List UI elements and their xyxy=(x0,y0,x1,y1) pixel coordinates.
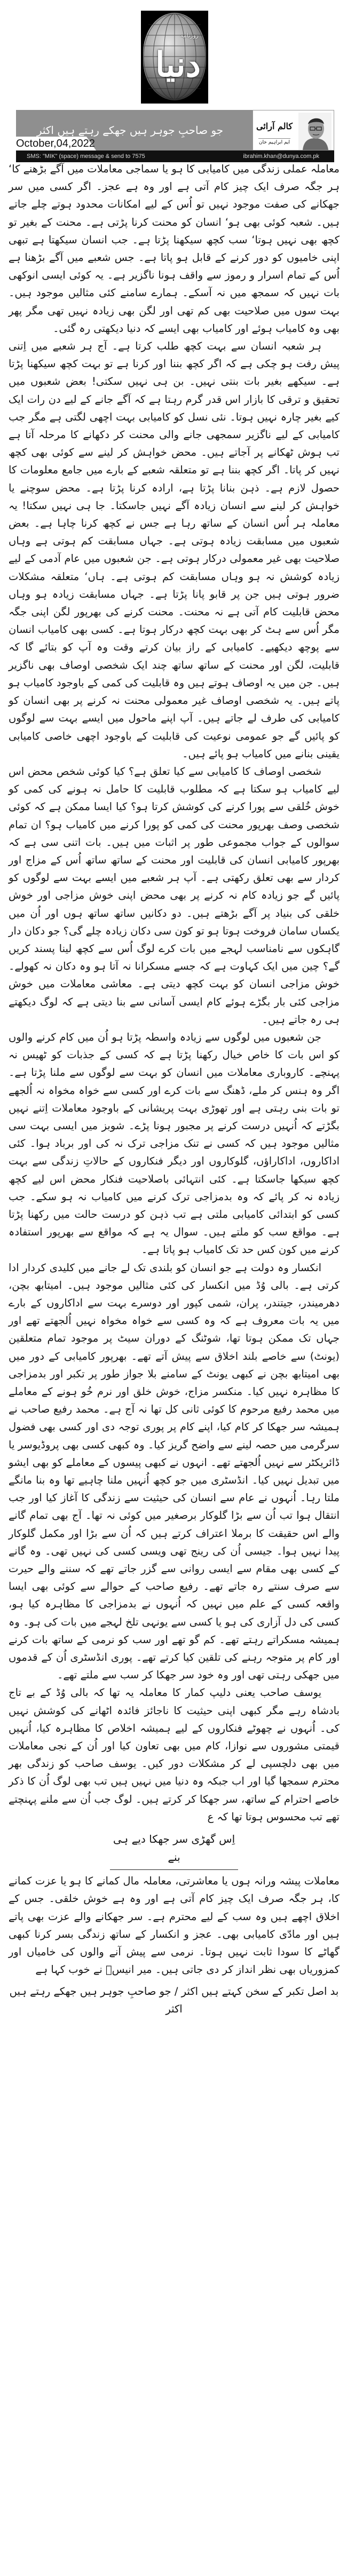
author-name: ایم ابراہیم خان xyxy=(258,138,290,145)
column-banner xyxy=(16,110,334,162)
paragraph-5: انکسار وہ دولت ہے جو انسان کو بلندی تک لے جانے میں کلیدی کردار ادا کرتی ہے۔ بالی وُڈ میں انکسار کی کئی مثالیں موجود ہیں۔ امیتابھ بچن، دھرمیندر، جیتندر، پران، شمی کپور اور دوسرے بہت سے اداکاروں کے بارے میں یہ بات معروف ہے کہ وہ کسی سے خواہ مخواہ نہیں اُلجھتے تھے اور جہاں تک ممکن ہوتا تھا، شوٹنگ کے دوران سیٹ پر موجود تمام متعلقین (یونٹ) سے خاصے بلند اخلاق سے پیش آتے تھے۔ بھرپور کامیابی کے دور میں بھی امیتابھ بچن نے کبھی یونٹ کے سامنے بلا جواز طور پر تکبر اور بدمزاجی کا مظاہرہ نہیں کیا۔ منکسر مزاج، خوش خلق اور نرم خُو ہونے کے معاملے میں محمد رفیع مرحوم کا کوئی ثانی کل تھا نہ آج ہے۔ محمد رفیع صاحب نے ہمیشہ سر جھکا کر کام کیا، اپنے کام پر پوری توجہ دی اور کسی بھی فضول سرگرمی میں حصہ لینے سے واضح گریز کیا۔ وہ کبھی کسی بھی پروڈیوسر یا ڈائریکٹر سے نہیں اُلجھتے تھے۔ انہوں نے کبھی پیسوں کے معاملے کو بھی ایشو میں تبدیل نہیں کیا۔ انڈسٹری میں جو کچھ اُنہیں ملنا چاہیے تھا وہ بنا مانگے ملتا رہا۔ اُنہوں نے عام سے انسان کی حیثیت سے زندگی کا آغاز کیا اور جب انتقال ہوا تب اُن سے بڑا گلوکار برصغیر میں کوئی نہ تھا۔ آج بھی تمام گانے والے اس حقیقت کا برملا اعتراف کرتے ہیں کہ اُن سے بڑا اور مکمل گلوکار پیدا نہیں ہوا۔ جیسی اُن کی رینج تھی ویسی کسی کی نہیں تھی۔ وہ گانے کے کسی بھی مقام سے ایسی روانی سے گزر جاتے تھے کہ سننے والے حیرت سے صرف سنتے رہ جاتے تھے۔ رفیع صاحب کے حوالے سے کوئی بھی ایسا واقعہ کسی کے علم میں نہیں کہ اُنہوں نے بدمزاجی کا مظاہرہ کیا ہو، کسی کی دل آزاری کی ہو یا کسی سے یونہی تلخ لہجے میں بات کی ہو۔ وہ ہمیشہ مسکراتے رہتے تھے۔ کم گو تھے اور سب کو نرمی کے ساتھ بات کرنے اور کام پر متوجہ رہنے کی تلقین کیا کرتے تھے۔ پوری انڈسٹری اُن کے قدموں میں جھکی رہتی تھی اور وہ خود سر جھکا کر سب سے ملتے تھے۔ xyxy=(9,1261,340,1682)
closing-couplet: بد اصل تکبر کے سخن کہتے ہیں اکثر / جو صاحبِ جوہر ہیں جھکے رہتے ہیں اکثر xyxy=(9,1985,339,2016)
logo-title: دنیا xyxy=(155,45,201,85)
newspaper-logo xyxy=(141,11,208,104)
logo-subtitle: روزنامہ xyxy=(180,32,199,39)
paragraph-3: شخصی اوصاف کا کامیابی سے کیا تعلق ہے؟ کیا کوئی شخص محض اس لیے کامیاب ہو سکتا ہے کہ مطلوب قابلیت کا حامل نہ ہونے کی کمی کو خوش خُلقی سے پورا کرنے کی کوشش کرتا ہو؟ کیا ایسا ممکن ہے کہ کوئی شخصی وصف بھرپور محنت کی کمی کو پورا کرنے میں کامیاب ہو؟ ان تمام سوالوں کے جواب مجموعی طور پر اثبات میں ہیں۔ بات اتنی سی ہے کہ بھرپور کامیابی انسان کی قابلیت اور محنت کے ساتھ ساتھ اُس کے مزاج اور کردار سے بھی تعلق رکھتی ہے۔ آپ ہر شعبے میں ایسے بہت سے لوگوں کو پائیں گے جو زیادہ کام نہ کرنے پر بھی محض اپنی خوش مزاجی اور خوش خلقی کی بنیاد پر آگے بڑھتے ہیں۔ دو دکانیں ساتھ ساتھ ہوں اور اُن میں یکساں سامان فروخت ہوتا ہو تو کون سی دکان زیادہ چلے گی؟ جو دکان دار گاہکوں سے نامناسب لہجے میں بات کرے لوگ اُس سے کچھ لینا پسند کریں گے؟ چین میں ایک کہاوت ہے کہ جسے مسکرانا نہ آتا ہو وہ دکان نہ کھولے۔ خوش مزاجی انسان کو بہت کچھ دیتی ہے۔ معاشی معاملات میں خوش مزاجی کئی بار بگڑے ہوئے کام ایسی آسانی سے بنا دیتی ہے کہ لوگ دیکھتے ہی رہ جاتے ہیں۔ xyxy=(9,765,340,1026)
paragraph-4: جن شعبوں میں لوگوں سے زیادہ واسطہ پڑتا ہو اُن میں کام کرنے والوں کو اس بات کا خاص خیال رکھنا پڑتا ہے کہ کسی کے جذبات کو ٹھیس نہ پہنچے۔ کاروباری معاملات میں انسان کو بہت سے لوگوں سے ملنا پڑتا ہے۔ اگر وہ ہنس کر ملے، ڈھنگ سے بات کرے اور کسی سے خواہ مخواہ نہ اُلجھے تو بات بنی رہتی ہے اور تھوڑی بہت پریشانی کے باوجود معاملات اِتنے نہیں بگڑتے کہ اُنہیں درست کرنے پر مجبور ہونا پڑے۔ شوبز میں ایسی بہت سی مثالیں موجود ہیں کہ کسی نے تنک مزاجی ترک نہ کی اور برباد ہوا۔ کئی اداکاروں، اداکاراؤں، گلوکاروں اور دیگر فنکاروں کے حالاتِ زندگی سے بہت کچھ سیکھا جاسکتا ہے۔ کئی انتہائی باصلاحیت فنکار محض اس لیے کچھ زیادہ نہ کر پائے کہ وہ بدمزاجی ترک کرنے میں کامیاب نہ ہو سکے۔ جب کسی کو ابتدائی کامیابی ملتی ہے تب ذہن کو درست حالت میں رکھنا پڑتا ہے۔ مواقع سب کو ملتے ہیں۔ سوال یہ ہے کہ مواقع سے بھرپور استفادہ کرنے میں کون کس حد تک کامیاب ہو پاتا ہے۔ xyxy=(9,1031,340,1256)
column-title: جو صاحبِ جوہر ہیں جھکے رہتے ہیں اکثر xyxy=(36,124,224,137)
author-photo xyxy=(298,113,332,150)
author-email[interactable]: ibrahim.khan@dunya.com.pk xyxy=(243,153,319,160)
article-body xyxy=(9,160,340,2018)
paragraph-1: معاملہ عملی زندگی میں کامیابی کا ہو یا سماجی معاملات میں آگے بڑھنے کا‘ ہر جگہ صرف ایک چیز کام آتی ہے اور وہ ہے عجز۔ اگر کسی میں سر جھکانے کی صفت موجود نہیں تو اُس کے لیے امکانات محدود ہوتے چلے جاتے ہیں۔ شعبہ کوئی بھی ہو‘ انسان کو محنت کرنا پڑتی ہے۔ محنت کے بغیر تو کچھ بھی نہیں ہوتا‘ سب کچھ سیکھنا پڑتا ہے۔ جب انسان سیکھتا ہے تبھی اپنی خامیوں کو دور کرنے کے قابل ہو پاتا ہے۔ جس شعبے میں آگے بڑھنا ہے اُس کے تمام اسرار و رموز سے واقف ہونا ناگزیر ہے۔ یہ کوئی ایسی انوکھی بات نہیں کہ سمجھ میں نہ آسکے۔ ہمارے سامنے کئی مثالیں موجود ہیں۔ بہت سوں میں صلاحیت بھی کم تھی اور لگن بھی زیادہ نہیں تھی مگر پھر بھی وہ کامیاب ہوئے اور کامیاب بھی ایسے کہ دنیا دیکھتی رہ گئی۔ xyxy=(9,163,340,335)
quoted-verse-heading: اِس گھڑی سر جھکا دیے ہی بنے xyxy=(110,1830,238,1870)
paragraph-2: ہر شعبہ انسان سے بہت کچھ طلب کرتا ہے۔ آج ہر شعبے میں اِتنی پیش رفت ہو چکی ہے کہ اگر کچھ بننا اور کرنا ہے تو بہت کچھ سیکھنا پڑتا ہے۔ سیکھے بغیر بات بنتی نہیں۔ بن ہی نہیں سکتی! بعض شعبوں میں تحقیق و ترقی کا بازار اس قدر گرم رہتا ہے کہ آگے جانے کے لیے دن رات ایک کیے بغیر چارہ نہیں ہوتا۔ نئی نسل کو کامیابی بہت اچھی لگتی ہے مگر جب کامیابی کے لیے ناگزیر سمجھی جانے والی محنت کر دکھانے کا مرحلہ آتا ہے تب ہوش ٹھکانے پر آجاتے ہیں۔ محض خواہش کر لینے سے کوئی بھی کچھ نہیں کر پاتا۔ اگر کچھ بننا ہے تو متعلقہ شعبے کے بارے میں جامع معلومات کا حصول لازم ہے۔ ذہن بنانا پڑتا ہے، ارادہ کرنا پڑتا ہے۔ محض سوچنے یا خواہش کر لینے سے انسان زیادہ آگے نہیں جاسکتا۔ جا ہی نہیں سکتا! یہ معاملہ ہر اُس انسان کے ساتھ رہا ہے جس نے کچھ کرنا چاہا ہے۔ بعض شعبوں میں مسابقت زیادہ ہوتی ہے۔ جہاں مسابقت کم ہوتی ہے وہاں صلاحیت بھی غیر معمولی درکار ہوتی ہے۔ جن شعبوں میں عام آدمی کے لیے زیادہ کوشش نہ ہو وہاں مسابقت کم ہوتی ہے۔ ہاں‘ متعلقہ مشکلات ضرور ہوتی ہیں جن پر قابو پانا پڑتا ہے۔ جہاں مسابقت زیادہ ہو وہاں محض قابلیت کام آتی ہے نہ محنت۔ محنت کرنے کی بھرپور لگن اپنی جگہ مگر اُس سے ہٹ کر بھی بہت کچھ درکار ہوتا ہے۔ کسی بھی کامیاب انسان سے پوچھ دیکھیے۔ کامیابی کے راز بیان کرتے وقت وہ آپ کو بتائے گا کہ قابلیت، لگن اور محنت کے ساتھ ساتھ چند ایک شخصی اوصاف بھی ناگزیر ہیں۔ جن میں یہ اوصاف ہوتے ہیں وہ قابلیت کی کمی کے باوجود کامیاب ہو پاتے ہیں۔ یہ شخصی اوصاف غیر معمولی محنت نہ کرنے پر بھی انسان کو کامیابی کی طرف لے جاتے ہیں۔ آپ اپنے ماحول میں ایسے بہت سے لوگوں کو پائیں گے جو عمومی نوعیت کی قابلیت کے باوجود اچھی خاصی کامیابی یقینی بنانے میں کامیاب ہو پائے ہیں۔ xyxy=(9,340,340,760)
paragraph-6: یوسف صاحب یعنی دلیپ کمار کا معاملہ یہ تھا کہ بالی وُڈ کے بے تاج بادشاہ رہے مگر کبھی اپنی حیثیت کا ناجائز فائدہ اٹھانے کی کوشش نہیں کی۔ اُنہوں نے چھوٹے فنکاروں کے لیے ہمیشہ اخلاص کا مظاہرہ کیا، اُنہیں قیمتی مشوروں سے نوازا، کام میں بھی تعاون کیا اور اُن کے نجی معاملات میں بھی دلچسپی لے کر مشکلات دور کیں۔ یوسف صاحب کو زندگی بھر محترم سمجھا گیا اور اب جبکہ وہ دنیا میں نہیں ہیں تب بھی لوگ اُن کا ذکر خاصے احترام کے ساتھ، سر جھکا کر کرتے ہیں۔ لوگ جب اُن سے ملنے پہنچتے تھے تب محسوس ہوتا تھا کہ ع xyxy=(9,1686,340,1823)
sms-info: SMS: "MIK" (space) message & send to 7575 xyxy=(27,153,145,160)
publish-date: October,04,2022 xyxy=(16,138,95,149)
closing-paragraph: معاملات پیشہ ورانہ ہوں یا معاشرتی، معاملہ مال کمانے کا ہو یا عزت کمانے کا، ہر جگہ صرف ایک چیز کام آتی ہے اور وہ ہے خوش خلقی۔ جس کے اخلاق اچھے ہیں وہ سب کے لیے محترم ہے۔ سر جھکانے والے عزت بھی پاتے ہیں اور مادّی کامیابی بھی۔ عجز و انکسار کے ساتھ زندگی بسر کرنا کبھی گھاٹے کا سودا ثابت نہیں ہوتا۔ نرمی سے پیش آنے والوں کی خامیاں اور کمزوریاں بھی نظر انداز کر دی جاتی ہیں۔ میر انیسؔ نے خوب کہا ہے xyxy=(9,1875,340,1976)
column-name: کالم آرائی xyxy=(256,121,293,131)
author-box xyxy=(253,110,334,150)
